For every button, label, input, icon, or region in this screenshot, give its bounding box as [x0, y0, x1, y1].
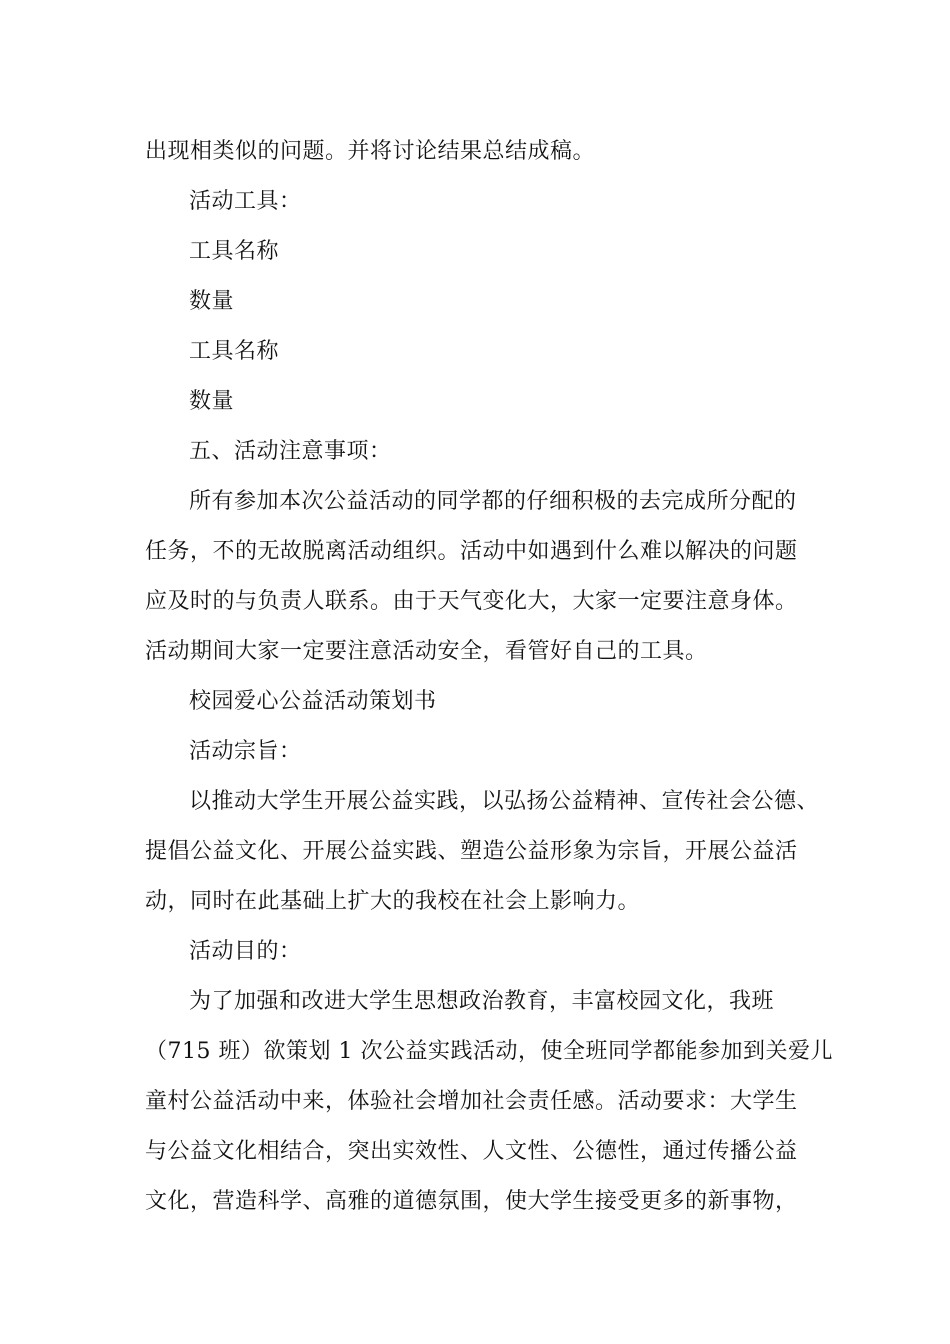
- goal-paragraph-line-1: 为了加强和改进大学生思想政治教育，丰富校园文化，我班: [189, 989, 775, 1014]
- tool-name-label-1: 工具名称: [189, 239, 280, 264]
- purpose-paragraph-line-3: 动，同时在此基础上扩大的我校在社会上影响力。: [145, 889, 641, 914]
- notes-paragraph-line-4: 活动期间大家一定要注意活动安全，看管好自己的工具。: [145, 639, 708, 664]
- purpose-paragraph-line-1: 以推动大学生开展公益实践，以弘扬公益精神、宣传社会公德、: [189, 789, 820, 814]
- heading-activity-purpose: 活动宗旨：: [189, 739, 302, 764]
- goal-paragraph-line-2: （715 班）欲策划 1 次公益实践活动，使全班同学都能参加到关爱儿: [145, 1039, 833, 1064]
- goal-paragraph-line-3: 童村公益活动中来，体验社会增加社会责任感。活动要求：大学生: [145, 1089, 798, 1114]
- purpose-paragraph-line-2: 提倡公益文化、开展公益实践、塑造公益形象为宗旨，开展公益活: [145, 839, 798, 864]
- quantity-label-1: 数量: [189, 289, 235, 314]
- paragraph-continuation-line: 出现相类似的问题。并将讨论结果总结成稿。: [145, 139, 596, 164]
- heading-activity-goal: 活动目的：: [189, 939, 302, 964]
- heading-activity-notes: 五、活动注意事项：: [189, 439, 392, 464]
- goal-paragraph-line-5: 文化，营造科学、高雅的道德氛围，使大学生接受更多的新事物，: [145, 1189, 798, 1214]
- notes-paragraph-line-1: 所有参加本次公益活动的同学都的仔细积极的去完成所分配的: [189, 489, 797, 514]
- heading-activity-tools: 活动工具：: [189, 189, 302, 214]
- quantity-label-2: 数量: [189, 389, 235, 414]
- tool-name-label-2: 工具名称: [189, 339, 280, 364]
- goal-paragraph-line-4: 与公益文化相结合，突出实效性、人文性、公德性，通过传播公益: [145, 1139, 798, 1164]
- notes-paragraph-line-3: 应及时的与负责人联系。由于天气变化大，大家一定要注意身体。: [145, 589, 798, 614]
- notes-paragraph-line-2: 任务，不的无故脱离活动组织。活动中如遇到什么难以解决的问题: [145, 539, 798, 564]
- plan-title: 校园爱心公益活动策划书: [189, 689, 437, 714]
